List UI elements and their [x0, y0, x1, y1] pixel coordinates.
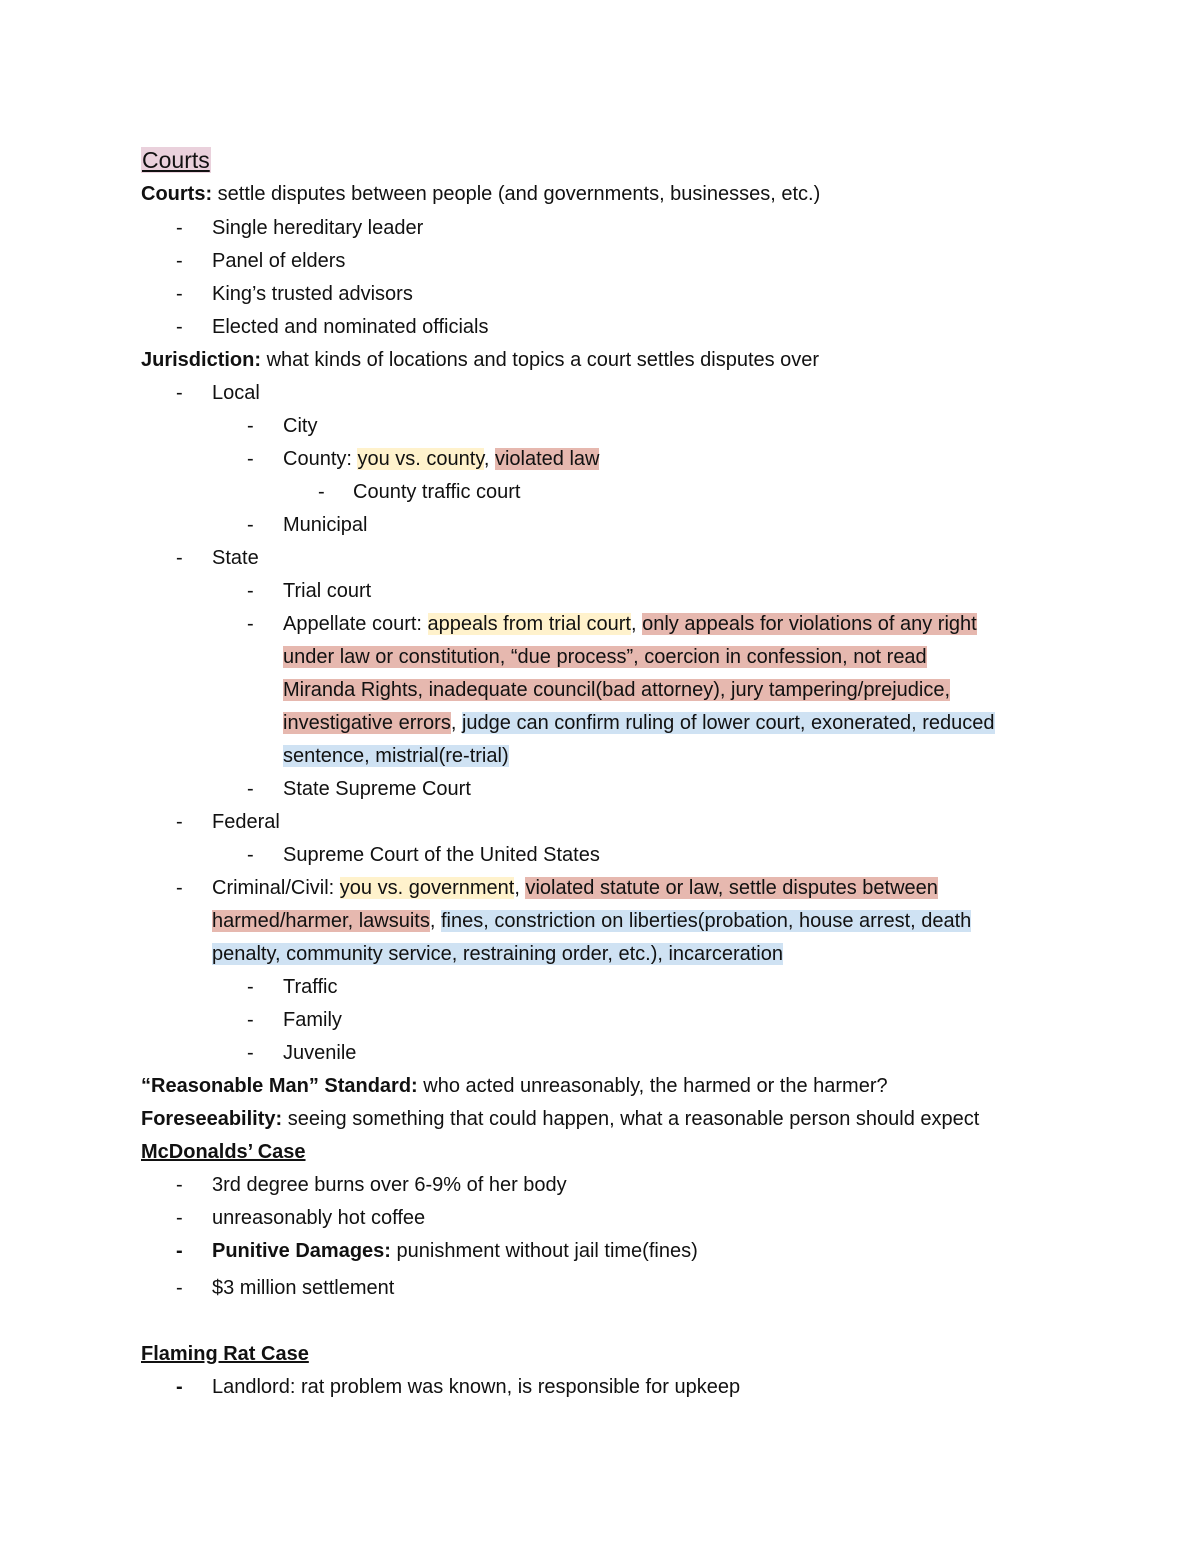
- bullet-dash: -: [176, 877, 183, 899]
- appellate-line-5: [283, 744, 509, 768]
- appellate-label: Appellate court:: [283, 613, 428, 635]
- list-item-state: State: [212, 547, 259, 569]
- list-item-city: City: [283, 415, 318, 437]
- jurisdiction-term: Jurisdiction:: [141, 349, 262, 371]
- bullet-dash: -: [247, 580, 254, 602]
- list-item: $3 million settlement: [212, 1277, 395, 1299]
- criminal-line-3: [212, 942, 783, 966]
- list-item-family: Family: [283, 1009, 342, 1031]
- bullet-dash: -: [176, 382, 183, 404]
- list-item-county: [283, 447, 599, 471]
- bullet-dash: -: [247, 778, 254, 800]
- highlight-yellow: you vs. county: [357, 448, 484, 470]
- county-label: County:: [283, 448, 358, 470]
- highlight-blue: penalty, community service, restraining order, etc.), incarceration: [212, 943, 783, 965]
- appellate-line-4: [283, 711, 995, 735]
- bullet-dash: -: [247, 613, 254, 635]
- bullet-dash: -: [176, 217, 183, 239]
- list-item: King’s trusted advisors: [212, 283, 413, 305]
- criminal-line-2: [212, 909, 971, 933]
- bullet-dash: -: [318, 481, 325, 503]
- title-text: Courts: [142, 147, 210, 173]
- list-item-state-supreme: State Supreme Court: [283, 778, 471, 800]
- bullet-dash: -: [247, 844, 254, 866]
- highlight-red: investigative errors: [283, 712, 451, 734]
- highlight-red: violated law: [494, 448, 600, 470]
- jurisdiction-text: what kinds of locations and topics a court settles disputes over: [261, 349, 820, 371]
- highlight-red: Miranda Rights, inadequate council(bad attorney), jury tampering/prejudice,: [283, 679, 951, 701]
- separator: ,: [450, 712, 462, 734]
- list-item-juvenile: Juvenile: [283, 1042, 357, 1064]
- mcdonalds-heading: McDonalds’ Case: [141, 1141, 306, 1163]
- foreseeability-definition: [141, 1107, 979, 1131]
- list-item-municipal: Municipal: [283, 514, 368, 536]
- list-item: Panel of elders: [212, 250, 346, 272]
- bullet-dash: -: [176, 316, 183, 338]
- foreseeability-term: Foreseeability:: [141, 1108, 283, 1130]
- separator: ,: [630, 613, 643, 635]
- foreseeability-text: seeing something that could happen, what a reasonable person should expect: [282, 1108, 980, 1130]
- punitive-damages-item: [212, 1239, 698, 1263]
- highlight-red: violated statute or law, settle disputes between: [525, 877, 938, 899]
- highlight-blue: judge can confirm ruling of lower court, exonerated, reduced: [461, 712, 995, 734]
- list-item-county-traffic: County traffic court: [353, 481, 521, 503]
- criminal-label: Criminal/Civil:: [212, 877, 340, 899]
- highlight-yellow: appeals from trial court: [427, 613, 631, 635]
- bullet-dash: -: [247, 448, 254, 470]
- page-title: [141, 146, 211, 174]
- list-item: Elected and nominated officials: [212, 316, 489, 338]
- list-item: unreasonably hot coffee: [212, 1207, 426, 1229]
- bullet-dash: -: [176, 811, 183, 833]
- separator: ,: [514, 877, 526, 899]
- bullet-dash: -: [176, 1174, 183, 1196]
- list-item-local: Local: [212, 382, 260, 404]
- bullet-dash: -: [176, 283, 183, 305]
- list-item: Single hereditary leader: [212, 217, 424, 239]
- highlight-blue: fines, constriction on liberties(probation, house arrest, death: [441, 910, 972, 932]
- bullet-dash: -: [176, 1277, 183, 1299]
- list-item-traffic: Traffic: [283, 976, 338, 998]
- highlight-red: under law or constitution, “due process”, coercion in confession, not read: [283, 646, 927, 668]
- separator: ,: [483, 448, 495, 470]
- list-item-trial-court: Trial court: [283, 580, 372, 602]
- reasonable-definition: [141, 1074, 888, 1098]
- highlight-red: harmed/harmer, lawsuits: [212, 910, 430, 932]
- courts-definition: [141, 182, 820, 206]
- bullet-dash: -: [176, 250, 183, 272]
- courts-term: Courts:: [141, 183, 213, 205]
- bullet-dash: -: [247, 514, 254, 536]
- courts-text: settle disputes between people (and governments, businesses, etc.): [212, 183, 821, 205]
- punitive-text: punishment without jail time(fines): [390, 1240, 698, 1262]
- flaming-rat-heading: Flaming Rat Case: [141, 1343, 309, 1365]
- bullet-dash: -: [247, 976, 254, 998]
- bullet-dash: -: [176, 1207, 183, 1229]
- list-item: 3rd degree burns over 6-9% of her body: [212, 1174, 567, 1196]
- list-item-scotus: Supreme Court of the United States: [283, 844, 600, 866]
- appellate-line-3: [283, 678, 950, 702]
- highlight-red: only appeals for violations of any right: [642, 613, 977, 635]
- bullet-dash: -: [247, 415, 254, 437]
- appellate-line-1: [283, 612, 977, 636]
- appellate-line-2: [283, 645, 927, 669]
- bullet-dash: -: [176, 1376, 183, 1398]
- reasonable-term: “Reasonable Man” Standard:: [141, 1075, 418, 1097]
- list-item: Landlord: rat problem was known, is responsible for upkeep: [212, 1376, 741, 1398]
- reasonable-text: who acted unreasonably, the harmed or the harmer?: [417, 1075, 888, 1097]
- bullet-dash: -: [176, 547, 183, 569]
- bullet-dash: -: [176, 1240, 183, 1262]
- bullet-dash: -: [247, 1042, 254, 1064]
- punitive-term: Punitive Damages:: [212, 1240, 391, 1262]
- list-item-federal: Federal: [212, 811, 280, 833]
- jurisdiction-definition: [141, 348, 819, 372]
- bullet-dash: -: [247, 1009, 254, 1031]
- criminal-line-1: [212, 876, 938, 900]
- highlight-yellow: you vs. government: [339, 877, 515, 899]
- separator: ,: [429, 910, 441, 932]
- highlight-blue: sentence, mistrial(re-trial): [283, 745, 509, 767]
